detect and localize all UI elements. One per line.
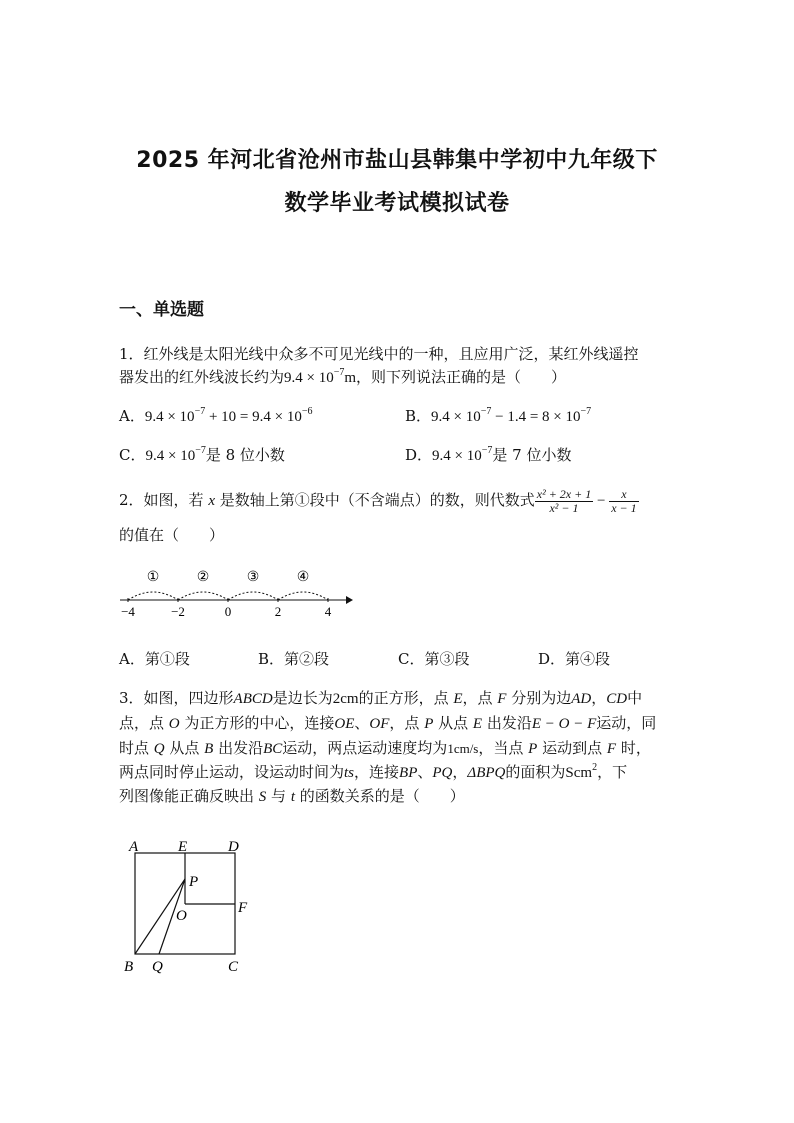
option-math: 9.4 × 10 [432,448,482,464]
numerator: x [609,488,638,502]
q3-text: 点，点 [119,714,169,732]
section-heading: 一、单选题 [119,300,204,320]
segment-arc-1 [128,592,178,600]
option-label: A． [119,407,145,425]
q3-math: 2cm [332,691,359,707]
segment-label-1: ① [146,570,160,585]
q3-text: 的正方形，点 [358,689,454,707]
label-o: O [176,908,187,924]
option-text: 是 8 位小数 [205,446,285,464]
q3-text: 两点同时停止运动，设运动时间为 [119,763,345,781]
segment-label-4: ④ [296,570,310,585]
q3-text: 为正方形的中心，连接 [179,714,335,732]
q3-math: t [290,789,295,805]
q2-option-c[interactable]: C．第③段 [398,650,470,668]
square-geometry-figure [115,833,265,983]
q1-option-d[interactable] [405,444,571,465]
q3-math: Scm [565,765,593,781]
tick-label: 4 [324,604,332,619]
q2-fraction-1 [535,488,593,515]
option-math: 9.4 × 10 [431,409,481,425]
q3-text: ，当点 [478,739,529,757]
denominator: x − 1 [611,500,637,515]
q3-text: ， [591,689,607,707]
q3-math: ABCD [233,691,273,707]
segment-arc-3 [228,592,278,600]
q3-text: ，连接 [354,763,400,781]
q2-text: 是数轴上第①段中（不含端点）的数，则代数式 [214,491,535,509]
q3-text: 3．如图，四边形 [119,689,234,707]
q3-math: AD [571,691,592,707]
q3-math: E [453,691,463,707]
label-p: P [189,874,199,890]
q3-text: 从点 [164,739,205,757]
q3-text: 出发沿 [213,739,264,757]
q3-text: 运动到点 [537,739,607,757]
option-text: 是 7 位小数 [492,446,572,464]
q3-math: BP [399,765,418,781]
option-label: B． [405,407,432,425]
q3-text: 列图像能正确反映出 [119,787,259,805]
q1-option-c[interactable] [119,444,285,465]
segment-arc-2 [178,592,228,600]
tick-label: −2 [171,604,185,619]
q3-math: 1cm/s [447,741,479,756]
option-math: 9.4 × 10 [144,409,195,425]
numerator: x² + 2x + 1 [536,486,592,501]
q3-line3 [119,737,651,758]
q3-math: CD [606,691,628,707]
option-label: C． [119,446,146,464]
number-line-figure [110,562,360,622]
q3-math: PQ [432,765,453,781]
q1-text-end: ，则下列说法正确的是（ ） [356,368,567,386]
option-math: 9.4 × 10 [145,448,196,464]
q3-math: ts [344,765,355,781]
segment-label-3: ③ [246,570,260,585]
option-exp: −7 [580,406,592,417]
q3-text: ，点 [389,714,425,732]
q3-line4 [119,761,627,782]
q3-text: 中 [627,689,643,707]
option-math: − 1.4 = 8 × 10 [491,409,581,425]
q2-line1 [119,486,639,515]
segment-arc-4 [278,592,328,600]
minus-sign: − [593,493,610,509]
q3-text: 运动，两点运动速度均为 [282,739,448,757]
label-d: D [228,839,239,855]
q1-unit: m [344,370,357,386]
q2-line2: 的值在（ ） [119,526,225,544]
option-exp: −7 [481,445,493,456]
axis-arrow-icon [346,596,353,604]
q1-line1: 1．红外线是太阳光线中众多不可见光线中的一种，且应用广泛，某红外线遥控 [119,345,639,363]
q3-math: BC [263,741,283,757]
q3-text: 与 [266,787,291,805]
page-title-line2: 数学毕业考试模拟试卷 [284,191,510,216]
q3-math: Q [153,741,165,757]
tick-label: −4 [121,604,135,619]
q2-var: x [208,493,215,509]
q3-text: ，下 [597,763,628,781]
label-e: E [178,839,188,855]
q2-option-a[interactable]: A．第①段 [119,650,190,668]
q3-text: ，点 [462,689,498,707]
q1-text: 器发出的红外线波长约为 [119,368,285,386]
q3-math: S [258,789,267,805]
q3-text: 时， [616,739,651,757]
q2-option-b[interactable]: B．第②段 [258,650,330,668]
q3-text: 时点 [119,739,154,757]
q1-exp: −7 [333,367,345,378]
label-c: C [228,959,239,975]
q3-math: B [204,741,214,757]
q3-math: E − O − F [531,716,597,732]
q3-math: E [472,716,483,732]
q2-fraction-2 [609,488,638,515]
q3-math: F [497,691,507,707]
option-exp: −6 [301,406,313,417]
q3-text: 的函数关系的是（ ） [295,787,465,805]
q3-line1 [119,687,642,708]
page-title-line1: 2025 年河北省沧州市盐山县韩集中学初中九年级下 [136,148,658,173]
q3-math: OE [334,716,355,732]
segment-label-2: ② [196,570,210,585]
tick-label: 2 [274,604,282,619]
option-label: D． [405,446,433,464]
label-f: F [238,900,248,916]
q3-text: 、 [417,763,433,781]
option-exp: −7 [480,406,492,417]
q3-text: 运动，同 [596,714,657,732]
q3-exp: 2 [592,762,598,773]
q3-text: 是边长为 [272,689,333,707]
denominator: x² − 1 [549,500,579,515]
q3-line5 [119,785,465,806]
q1-line2 [119,366,566,387]
q1-math: 9.4 × 10 [284,370,334,386]
q3-math: P [528,741,538,757]
q2-text: 2．如图，若 [119,491,209,509]
label-q: Q [152,959,163,975]
q3-math: P [424,716,434,732]
option-exp: −7 [194,406,206,417]
q3-text: 的面积为 [505,763,566,781]
q3-math: OF [369,716,390,732]
q3-math: F [606,741,617,757]
label-b: B [124,959,134,975]
q2-option-d[interactable]: D．第④段 [538,650,611,668]
q1-option-b[interactable] [405,405,591,426]
q3-line2 [119,712,656,733]
q3-text: 从点 [433,714,473,732]
q3-math: ΔBPQ [467,765,506,781]
option-exp: −7 [195,445,206,456]
q3-text: ， [452,763,468,781]
q3-text: 分别为边 [506,689,572,707]
label-a: A [129,839,139,855]
option-math: + 10 = 9.4 × 10 [205,409,302,425]
q1-option-a[interactable] [119,405,312,426]
tick-label: 0 [224,604,232,619]
q3-math: O [168,716,180,732]
q3-text: 出发沿 [482,714,532,732]
q3-text: 、 [354,714,370,732]
